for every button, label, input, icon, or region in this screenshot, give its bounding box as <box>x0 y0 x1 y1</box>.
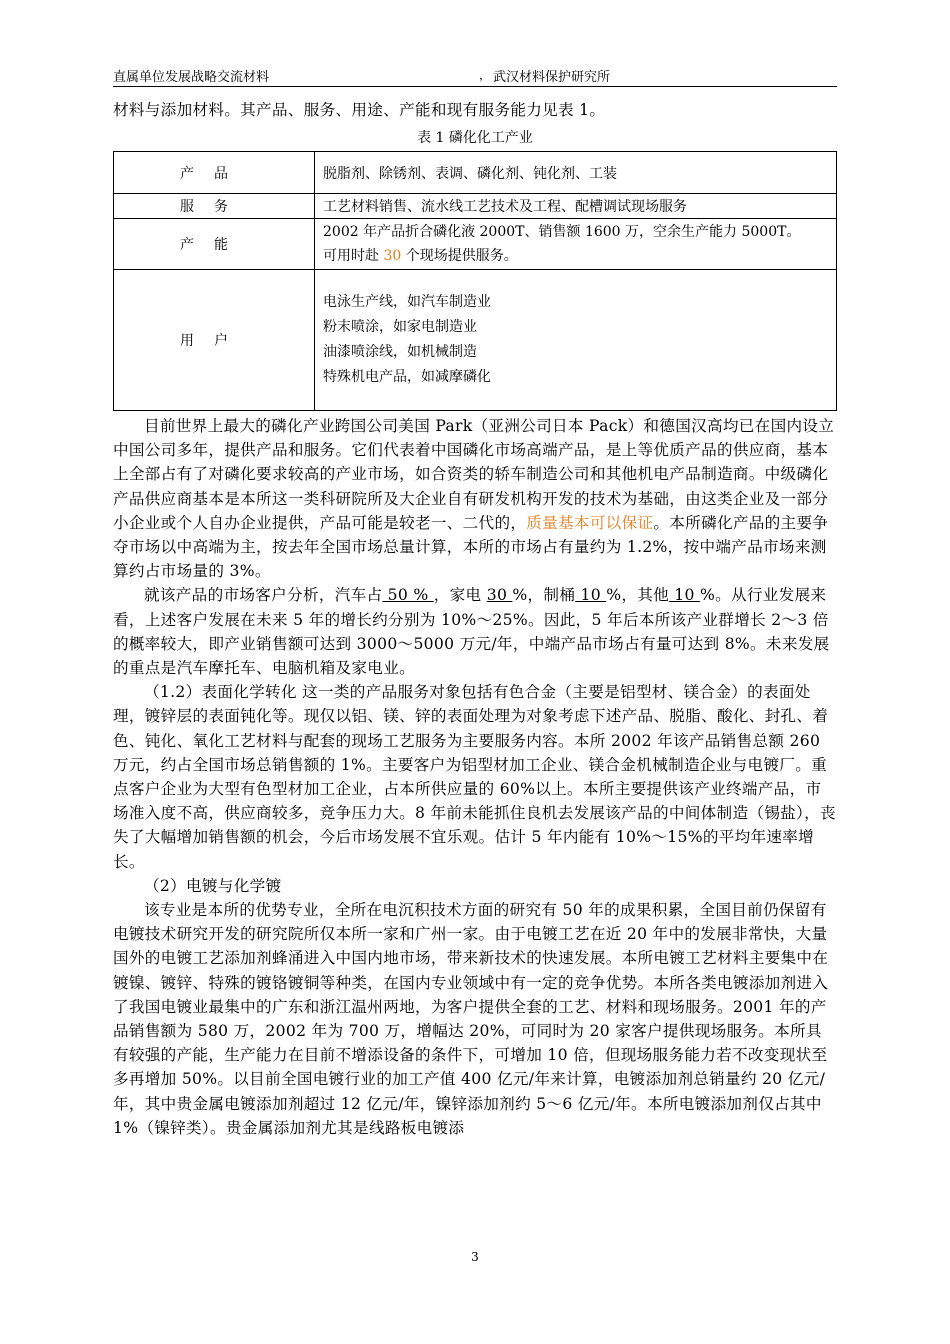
row-key: 服务 <box>114 194 315 219</box>
paragraph-text: %。从行业发展来看，上述客户发展在未来 5 年的增长约分别为 10%～25%。因此，5 年后本所该产业群增长 2～3 倍的概率较大，即产业销售额可达到 3000～5000 万元/年，中端产品市场占有量可达到 8%。未来发展的重点是汽车摩托车、电脑机箱及家电业。 <box>113 586 830 678</box>
bucket-share: 10 <box>575 586 607 605</box>
row-value <box>315 270 837 411</box>
row-value <box>315 219 837 270</box>
row-key: 产能 <box>114 219 315 270</box>
row-key: 产品 <box>114 152 315 194</box>
capacity-site-count: 30 <box>383 248 402 264</box>
row-key: 用户 <box>114 270 315 411</box>
user-item: 油漆喷涂线，如机械制造 <box>323 344 477 360</box>
row-value: 脱脂剂、除锈剂、表调、磷化剂、钝化剂、工装 <box>315 152 837 194</box>
user-item: 粉末喷涂，如家电制造业 <box>323 319 477 335</box>
table-caption: 表 1 磷化化工产业 <box>417 130 533 146</box>
paragraph-text: 目前世界上最大的磷化产业跨国公司美国 Park（亚洲公司日本 Pack）和德国汉高均已在国内设立中国公司多年，提供产品和服务。它们代表着中国磷化市场高端产品，是上等优质产品的供应商，基本上全部占有了对磷化要求较高的产业市场，如合资类的轿车制造公司和其他机电产品制造商。中级磷化产品供应商基本是本所这一类科研院所及大企业自有研发机构开发的技术为基础，由这类企业及一部分小企业或个人自办企业提供，产品可能是较老一、二代的， <box>113 417 835 532</box>
paragraph-text: 就该产品的市场客户分析，汽车占 <box>144 586 383 605</box>
header-left-title: 直属单位发展战略交流材料 <box>113 70 270 85</box>
appliance-share: 30 <box>486 586 513 605</box>
highlighted-text: 质量基本可以保证 <box>526 513 654 532</box>
intro-line: 材料与添加材料。其产品、服务、用途、产能和现有服务能力见表 1。 <box>113 101 606 119</box>
capacity-line-2-post: 个现场提供服务。 <box>401 248 518 264</box>
paragraph-market-overview <box>113 414 837 583</box>
user-item: 电泳生产线，如汽车制造业 <box>323 294 491 310</box>
header-mark: ， <box>479 68 492 82</box>
table-row <box>114 152 837 194</box>
capacity-line-2 <box>323 244 828 268</box>
section-heading-electroplating: （2）电镀与化学镀 <box>144 876 282 895</box>
page-header <box>113 64 837 86</box>
capacity-line-1: 2002 年产品折合磷化液 2000T、销售额 1600 万，空余生产能力 5000T。 <box>323 224 801 240</box>
paragraph-surface-conversion: （1.2）表面化学转化 这一类的产品服务对象包括有色合金（主要是铝型材、镁合金）的表面处理，镀锌层的表面钝化等。现仅以铝、镁、锌的表面处理为对象考虑下述产品、脱脂、酸化、封孔、着色、钝化、氧化工艺材料与配套的现场工艺服务为主要服务内容。本所 2002 年该产品销售总额 260 万元，约占全国市场总销售额的 1%。主要客户为铝型材加工企业、镁合金机械制造企业与电镀厂。重点客户企业为大型有色型材加工企业，占本所供应量的 60%以上。本所主要提供该产业终端产品，市场准入度不高，供应商较多，竞争压力大。8 年前未能抓住良机去发展该产品的中间体制造（锡盐），丧失了大幅增加销售额的机会，今后市场发展不宜乐观。估计 5 年内能有 10%～15%的平均年速率增长。 <box>113 683 836 871</box>
auto-share: 50 % <box>382 586 434 605</box>
page-number: 3 <box>471 1250 479 1264</box>
paragraph-text: %，制桶 <box>512 586 576 605</box>
table-row <box>114 194 837 219</box>
row-value: 工艺材料销售、流水线工艺技术及工程、配槽调试现场服务 <box>315 194 837 219</box>
paragraph-text: %，其他 <box>606 586 670 605</box>
paragraph-text: 。本所磷化产品的主要争夺市场以中高端为主，按去年全国市场总量计算，本所的市场占有量约为 1.2%，按中端产品市场来测算约占市场量的 3%。 <box>113 513 829 581</box>
paragraph-electroplating: 该专业是本所的优势专业，全所在电沉积技术方面的研究有 50 年的成果积累，全国目前仍保留有电镀技术研究开发的研究院所仅本所一家和广州一家。由于电镀工艺在近 20 年中的发展非常快，大量国外的电镀工艺添加剂蜂涌进入中国内地市场，带来新技术的快速发展。本所电镀工艺材料主要集中在镀镍、镀锌、特殊的镀铬镀铜等种类，在国内专业领域中有一定的竞争优势。本所各类电镀添加剂进入了我国电镀业最集中的广东和浙江温州两地，为客户提供全套的工艺、材料和现场服务。2001 年的产品销售额为 580 万，2002 年为 700 万，增幅达 20%，可同时为 20 家客户提供现场服务。本所具有较强的产能，生产能力在目前不增添设备的条件下，可增加 10 倍，但现场服务能力若不改变现状至多再增加 50%。以目前全国电镀行业的加工产值 400 亿元/年来计算，电镀添加剂总销量约 20 亿元/年，其中贵金属电镀添加剂超过 12 亿元/年，镍锌添加剂约 5～6 亿元/年。本所电镀添加剂仅占其中 1%（镍锌类）。贵金属添加剂尤其是线路板电镀添 <box>113 901 829 1137</box>
header-rule <box>113 86 837 87</box>
capacity-line-2-pre: 可用时赴 <box>323 248 384 264</box>
industry-table <box>113 151 837 411</box>
other-share: 10 <box>669 586 700 605</box>
paragraph-text: ，家电 <box>433 586 487 605</box>
table-row <box>114 219 837 270</box>
body-paragraphs <box>113 414 837 1140</box>
table-row <box>114 270 837 411</box>
user-item: 特殊机电产品，如减摩磷化 <box>323 369 491 385</box>
header-right-title: 武汉材料保护研究所 <box>493 70 611 85</box>
paragraph-customer-analysis <box>113 583 837 680</box>
